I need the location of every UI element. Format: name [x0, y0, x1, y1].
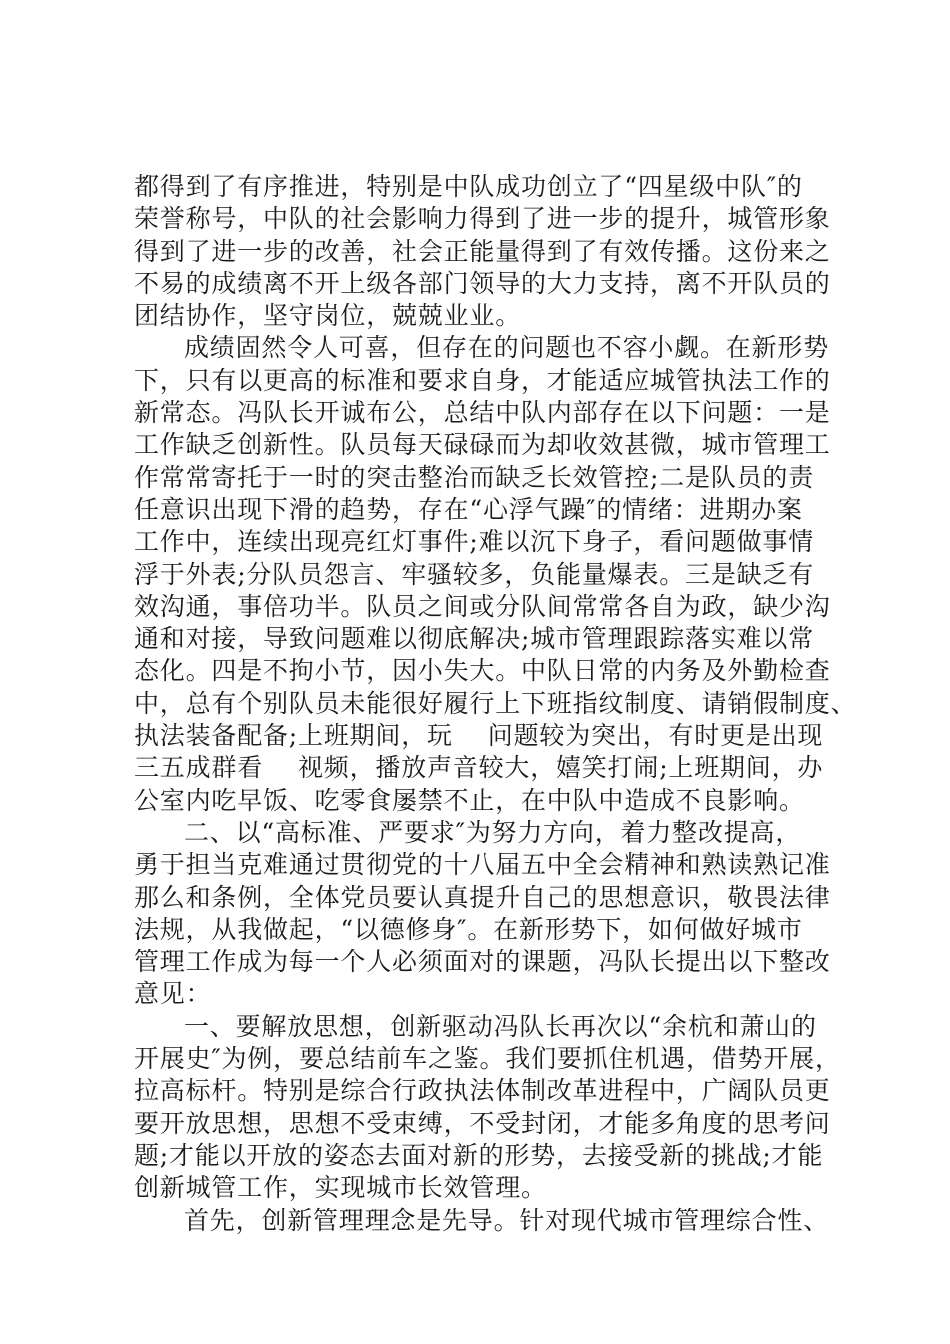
- text-line: 得到了进一步的改善，社会正能量得到了有效传播。这份来之: [134, 236, 831, 266]
- text-line: 新常态。冯队长开诚布公，总结中队内部存在以下问题：一是: [134, 398, 831, 428]
- text-line: 法规，从我做起，“以德修身″。在新形势下，如何做好城市: [134, 914, 803, 944]
- text-line: 工作缺乏创新性。队员每天碌碌而为却收效甚微，城市管理工: [134, 430, 831, 460]
- paragraph-first-line: 一、要解放思想，创新驱动冯队长再次以“余杭和萧山的: [184, 1011, 817, 1041]
- text-line: 创新城管工作，实现城市长效管理。: [134, 1173, 547, 1203]
- text-line: 团结协作，坚守岗位，兢兢业业。: [134, 301, 522, 331]
- text-line: 题;才能以开放的姿态去面对新的形势，去接受新的挑战;才能: [134, 1140, 824, 1170]
- text-line: 作常常寄托于一时的突击整治而缺乏长效管控;二是队员的责: [134, 462, 815, 492]
- text-line: 不易的成绩离不开上级各部门领导的大力支持，离不开队员的: [134, 268, 831, 298]
- text-line: 工作中，连续出现亮红灯事件;难以沉下身子，看问题做事情: [134, 527, 815, 557]
- text-line: 任意识出现下滑的趋势，存在“心浮气躁″的情绪：进期办案: [134, 494, 803, 524]
- text-line: 下，只有以更高的标准和要求自身，才能适应城管执法工作的: [134, 365, 831, 395]
- text-line: 荣誉称号，中队的社会影响力得到了进一步的提升，城管形象: [134, 204, 831, 234]
- paragraph-first-line: 二、以“高标准、严要求″为努力方向，着力整改提高，: [184, 817, 802, 847]
- document-body: [134, 171, 857, 1237]
- text-line: 都得到了有序推进，特别是中队成功创立了“四星级中队″的: [134, 172, 803, 201]
- text-line: 中，总有个别队员未能很好履行上下班指纹制度、请销假制度、: [134, 688, 857, 718]
- text-line: 三五成群看 视频，播放声音较大，嬉笑打闹;上班期间，办: [134, 753, 824, 783]
- text-line: 公室内吃早饭、吃零食屡禁不止，在中队中造成不良影响。: [134, 785, 805, 815]
- text-line: 勇于担当克难通过贯彻党的十八届五中全会精神和熟读熟记准: [134, 850, 831, 880]
- text-line: 开展史″为例，要总结前车之鉴。我们要抓住机遇，借势开展，: [134, 1044, 841, 1074]
- text-line: 通和对接，导致问题难以彻底解决;城市管理跟踪落实难以常: [134, 624, 815, 654]
- paragraph-first-line: 成绩固然令人可喜，但存在的问题也不容小觑。在新形势: [184, 333, 830, 363]
- text-line: 意见：: [134, 979, 212, 1009]
- text-line: 态化。四是不拘小节，因小失大。中队日常的内务及外勤检查: [134, 656, 831, 686]
- text-line: 浮于外表;分队员怨言、牢骚较多，负能量爆表。三是缺乏有: [134, 559, 815, 589]
- text-line: 要开放思想，思想不受束缚，不受封闭，才能多角度的思考问: [134, 1108, 831, 1138]
- text-line: 那么和条例，全体党员要认真提升自己的思想意识，敬畏法律: [134, 882, 831, 912]
- text-line: 拉高标杆。特别是综合行政执法体制改革进程中，广阔队员更: [134, 1076, 831, 1106]
- text-line: 执法装备配备;上班期间，玩 问题较为突出，有时更是出现: [134, 721, 824, 751]
- paragraph-first-line: 首先，创新管理理念是先导。针对现代城市管理综合性、: [184, 1205, 830, 1235]
- text-line: 管理工作成为每一个人必须面对的课题，冯队长提出以下整改: [134, 947, 831, 977]
- text-line: 效沟通，事倍功半。队员之间或分队间常常各自为政，缺少沟: [134, 591, 831, 621]
